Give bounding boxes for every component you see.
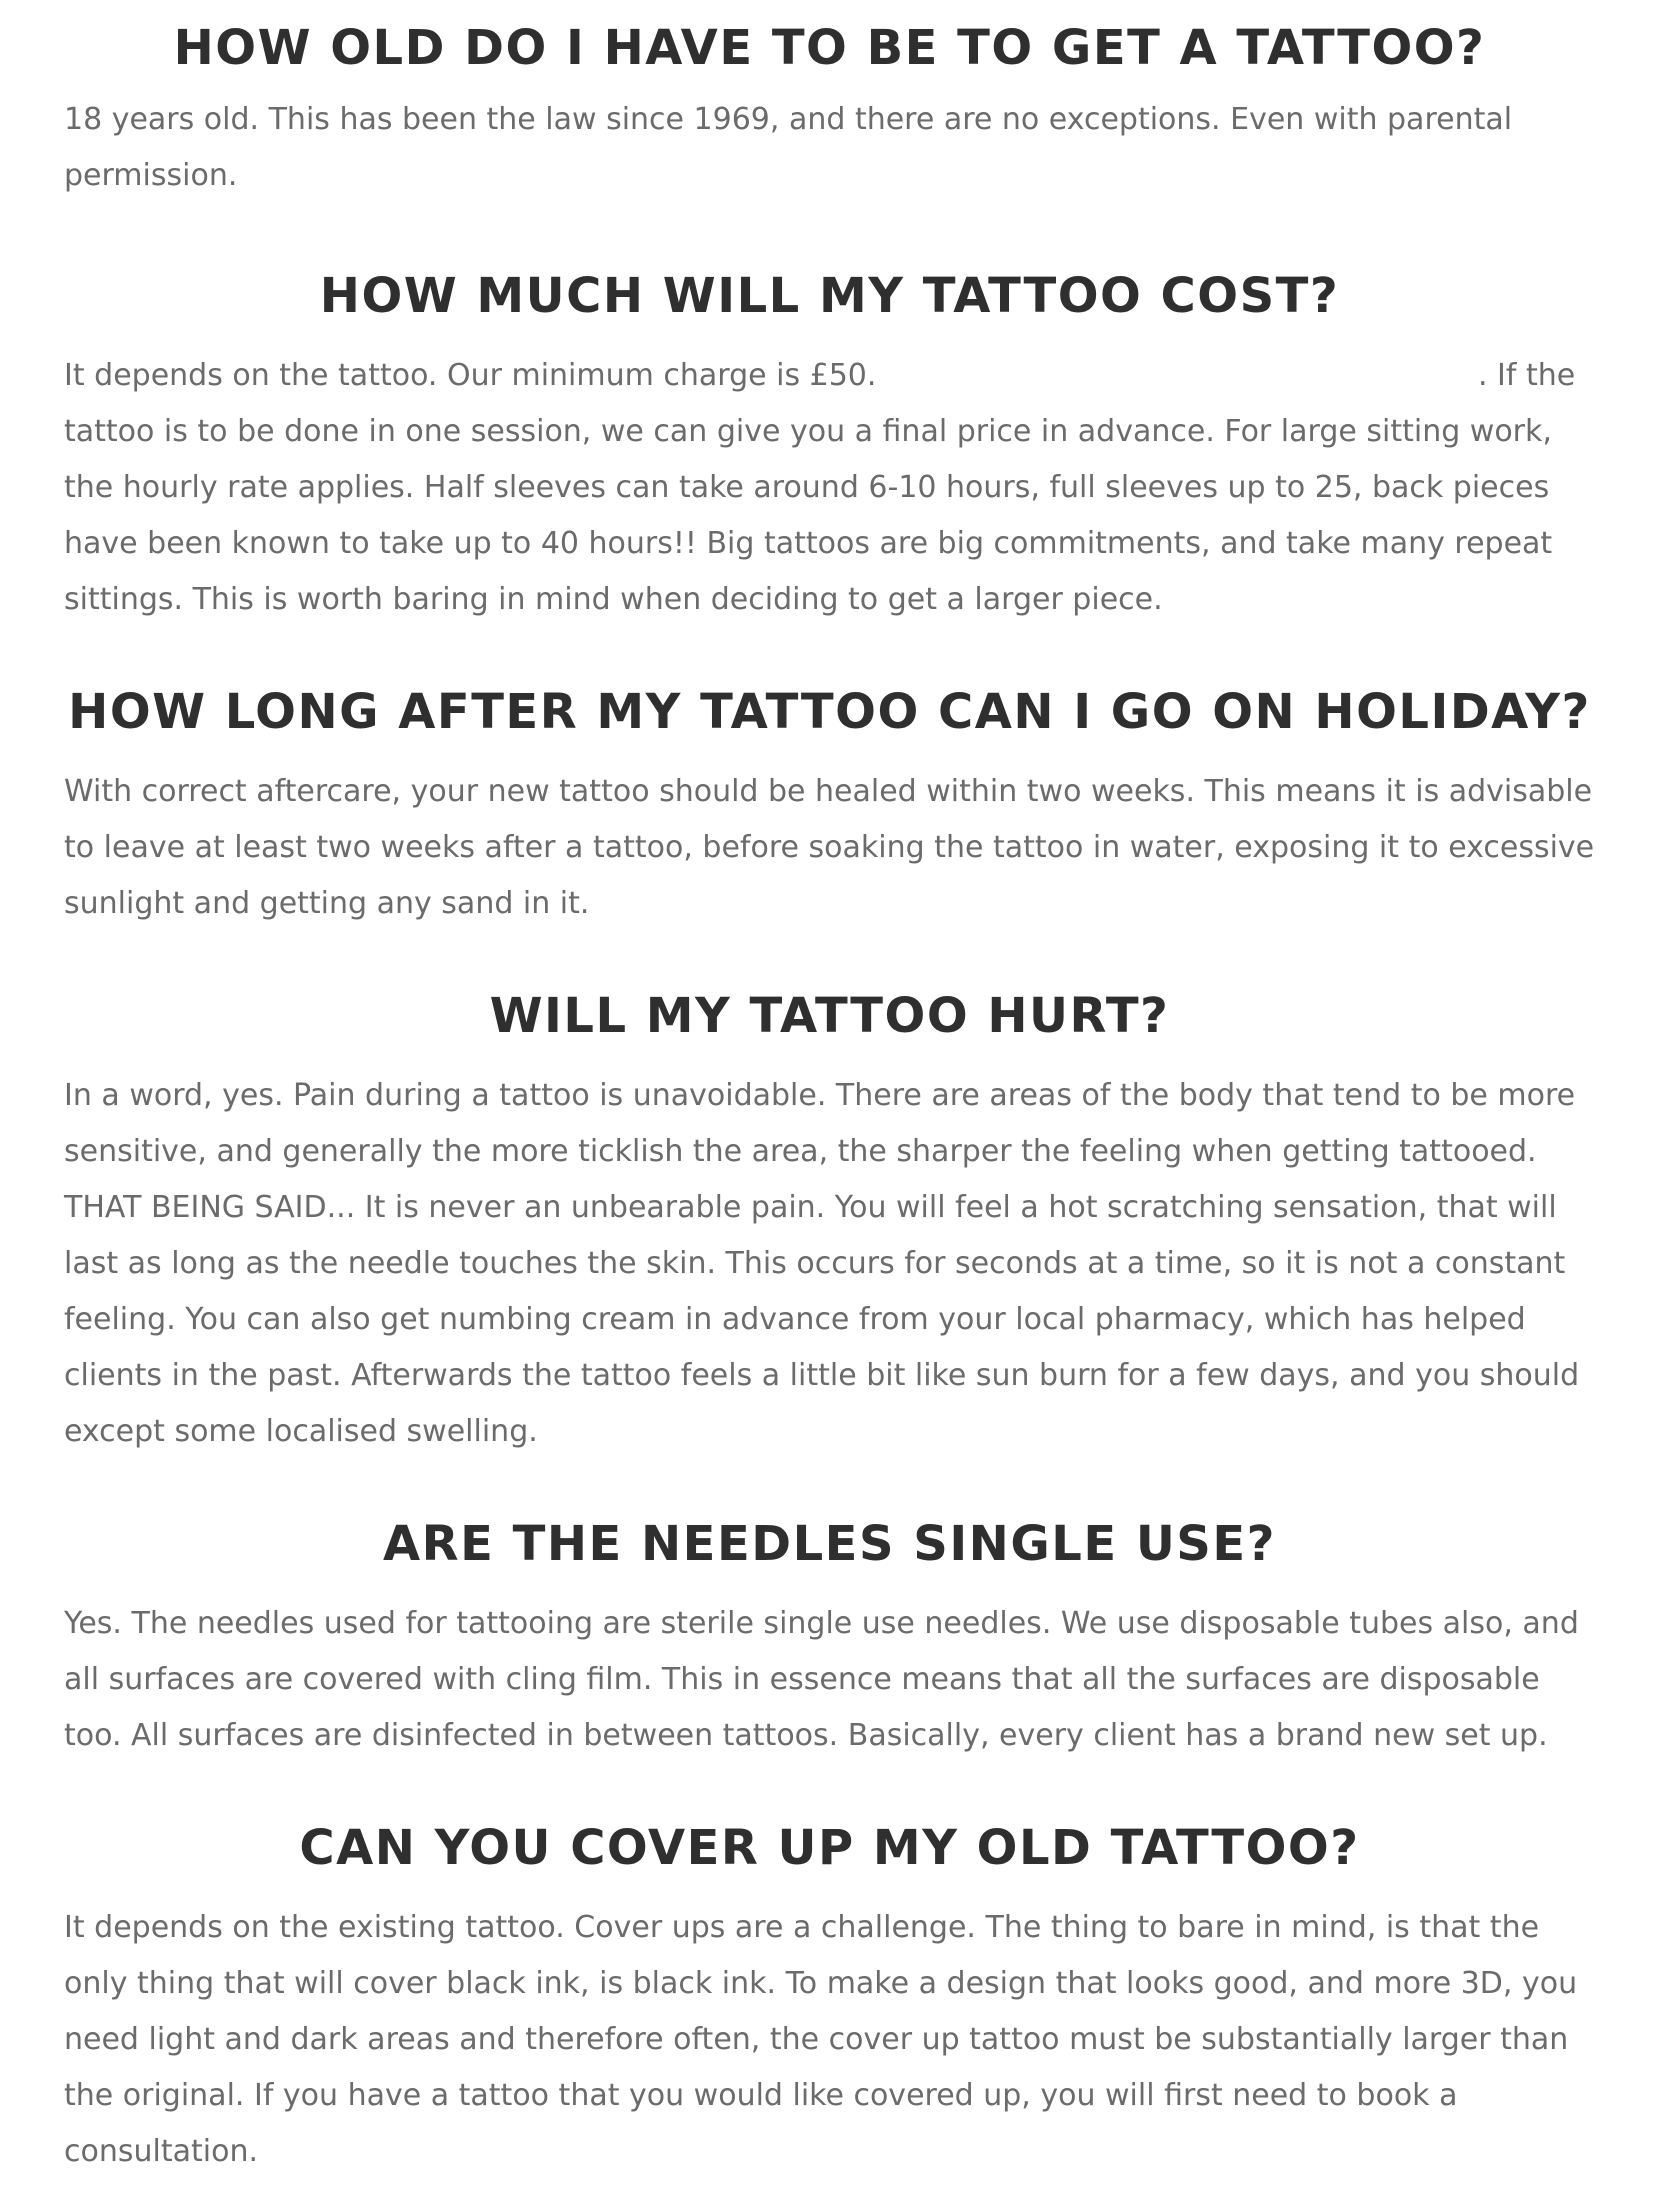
faq-question: CAN YOU COVER UP MY OLD TATTOO? bbox=[299, 1820, 1360, 1876]
faq-item-cover-up bbox=[64, 1818, 1595, 2180]
faq-item-cost bbox=[64, 266, 1595, 628]
faq-item-needles bbox=[64, 1514, 1595, 1764]
faq-question: HOW LONG AFTER MY TATTOO CAN I GO ON HOLIDAY? bbox=[68, 684, 1591, 740]
faq-answer: It depends on the existing tattoo. Cover ups are a challenge. The thing to bare in mind, is that the only thing that will cover black ink, is black ink. To make a design that looks good, and more 3D, you need light and dark areas and therefore often, the cover up tattoo must be substantially larger than the original. If you have a tattoo that you would like covered up, you will first need to book a consultation. bbox=[64, 1910, 1578, 2169]
faq-answer: In a word, yes. Pain during a tattoo is unavoidable. There are areas of the body that tend to be more sensitive, and generally the more ticklish the area, the sharper the feeling when getting tattooed. THAT BEING SAID... It is never an unbearable pain. You will feel a hot scratching sensation, that will last as long as the needle touches the skin. This occurs for seconds at a time, so it is not a constant feeling. You can also get numbing cream in advance from your local pharmacy, which has helped clients in the past. Afterwards the tattoo feels a little bit like sun burn for a few days, and you should except some localised swelling. bbox=[64, 1078, 1580, 1449]
faq-question: ARE THE NEEDLES SINGLE USE? bbox=[382, 1516, 1277, 1572]
faq-item-pain bbox=[64, 986, 1595, 1460]
faq-answer-part: . If the tattoo is to be done in one session, we can give you a final price in advance. For large sitting work, the hourly rate applies. Half sleeves can take around 6-10 hours, full sleeves up to 25, back pieces have been known to take up to 40 hours!! Big tattoos are big commitments, and take many repeat sittings. This is worth baring in mind when deciding to get a larger piece. bbox=[64, 358, 1576, 617]
faq-item-holiday bbox=[64, 682, 1595, 932]
faq-answer: 18 years old. This has been the law since 1969, and there are no exceptions. Even with parental permission. bbox=[64, 102, 1513, 193]
faq-item-age bbox=[64, 18, 1595, 204]
faq-question: HOW OLD DO I HAVE TO BE TO GET A TATTOO? bbox=[173, 20, 1486, 76]
faq-answer: Yes. The needles used for tattooing are sterile single use needles. We use disposable tubes also, and all surfaces are covered with cling film. This in essence means that all the surfaces are disposable too. All surfaces are disinfected in between tattoos. Basically, every client has a brand new set up. bbox=[64, 1606, 1579, 1753]
faq-answer-part: It depends on the tattoo. Our minimum charge is £50. bbox=[64, 358, 886, 393]
faq-answer: With correct aftercare, your new tattoo should be healed within two weeks. This means it is advisable to leave at least two weeks after a tattoo, before soaking the tattoo in water, exposing it to excessive sunlight and getting any sand in it. bbox=[64, 774, 1595, 921]
faq-answer bbox=[64, 348, 1595, 628]
redacted-text-block bbox=[886, 362, 1478, 392]
faq-question: HOW MUCH WILL MY TATTOO COST? bbox=[319, 268, 1340, 324]
faq-question: WILL MY TATTOO HURT? bbox=[489, 988, 1170, 1044]
